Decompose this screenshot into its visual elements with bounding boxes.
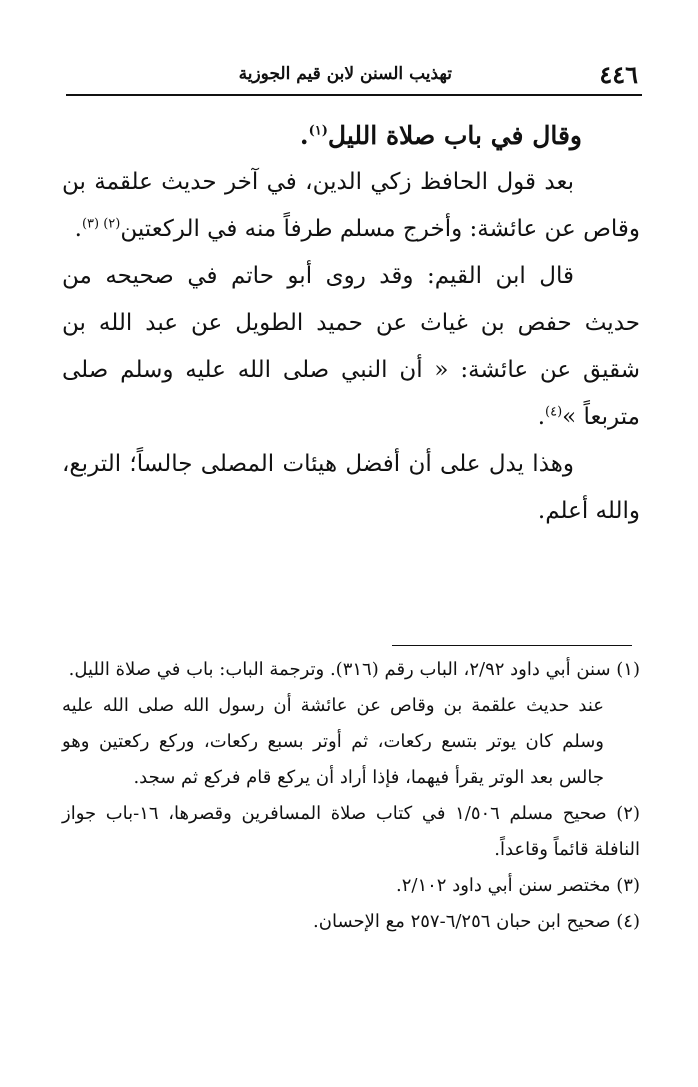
footnote-1-detail: عند حديث علقمة بن وقاص عن عائشة أن رسول الله صلى الله عليه وسلم كان يوتر بتسع ركعات، ثم أوتر بسبع ركعات، وركع ركعتين وهو جالس بعد الوتر يقرأ فيهما، فإذا أراد أن يركع قام فركع ثم سجد. [62, 695, 604, 788]
footnote-ref-2-3: (٢) (٣) [81, 216, 121, 232]
paragraph-2-text: قال ابن القيم: وقد روى أبو حاتم في صحيحه من حديث حفص بن غياث عن حميد الطويل عن عبد الله بن شقيق عن عائشة: « أن النبي صلى الله عليه وسلم صلى متربعاً » [62, 263, 640, 430]
heading-text: وقال في باب صلاة الليل [327, 121, 582, 150]
footnote-ref-1: (١) [308, 123, 328, 139]
section-heading [62, 112, 640, 159]
footnote-3: (٣) مختصر سنن أبي داود ٢/١٠٢. [395, 875, 640, 896]
footnote-ref-4: (٤) [545, 404, 563, 420]
footnote-2: (٢) صحيح مسلم ١/٥٠٦ في كتاب صلاة المسافرين وقصرها، ١٦-باب جواز النافلة قائماً وقاعداً. [62, 803, 640, 860]
footnote-divider [392, 645, 632, 646]
page-number: ٤٤٦ [599, 60, 638, 89]
paragraph-3: وهذا يدل على أن أفضل هيئات المصلى جالساً؛ التربع، والله أعلم. [62, 451, 640, 524]
page-header [66, 58, 642, 96]
footnote-1: (١) سنن أبي داود ٢/٩٢، الباب رقم (٣١٦). وترجمة الباب: باب في صلاة الليل. [68, 659, 640, 680]
footnote-4: (٤) صحيح ابن حبان ٦/٢٥٦-٢٥٧ مع الإحسان. [313, 911, 640, 932]
paragraph-1 [62, 159, 640, 253]
paragraph-2-tail: . [537, 404, 546, 430]
paragraph-1-text: بعد قول الحافظ زكي الدين، في آخر حديث علقمة بن وقاص عن عائشة: وأخرج مسلم طرفاً منه في الركعتين [62, 169, 640, 242]
footnotes [62, 652, 640, 940]
heading-tail: . [299, 121, 309, 150]
main-text [62, 112, 640, 535]
paragraph-1-tail: . [74, 216, 82, 242]
paragraph-2 [62, 253, 640, 441]
running-title: تهذيب السنن لابن قيم الجوزية [238, 64, 452, 84]
